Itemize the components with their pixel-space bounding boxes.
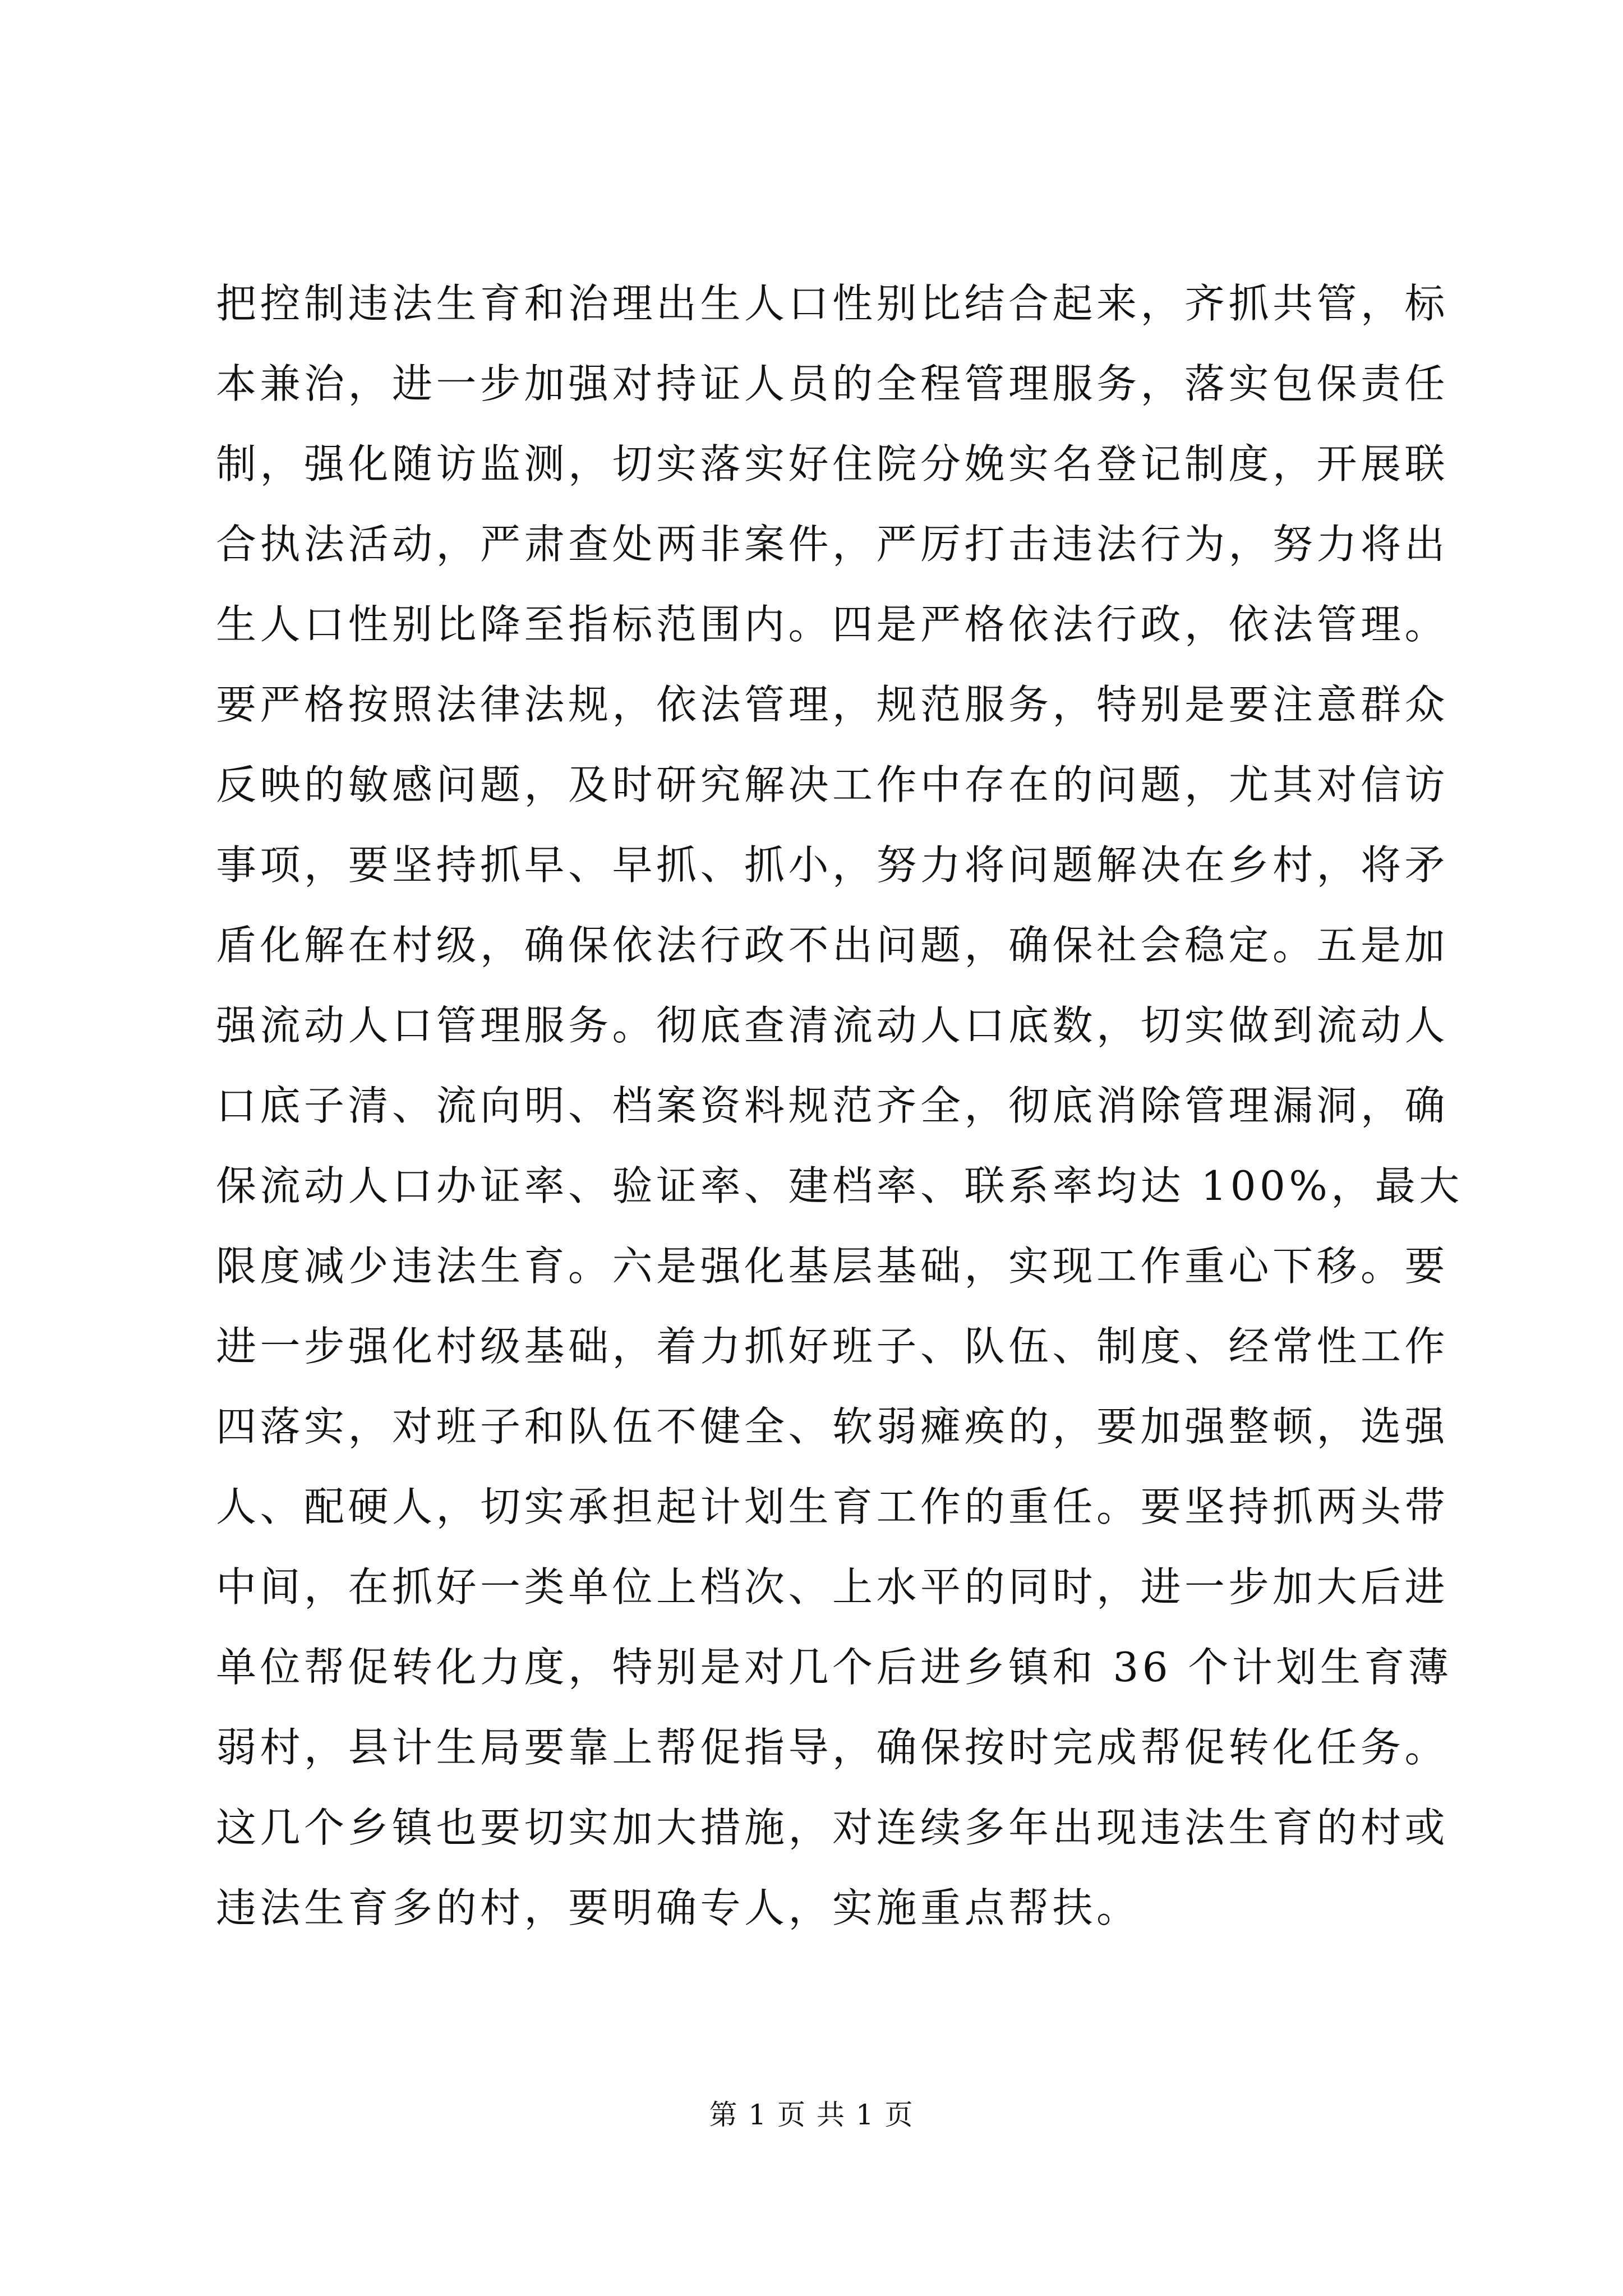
text-line: 生人口性别比降至指标范围内。四是严格依法行政，依法管理。 xyxy=(216,601,1449,648)
text-line: 保流动人口办证率、验证率、建档率、联系率均达 100%，最大 xyxy=(216,1162,1463,1209)
text-line: 盾化解在村级，确保依法行政不出问题，确保社会稳定。五是加 xyxy=(216,922,1449,969)
text-line: 本兼治，进一步加强对持证人员的全程管理服务，落实包保责任 xyxy=(216,360,1449,407)
text-line: 强流动人口管理服务。彻底查清流动人口底数，切实做到流动人 xyxy=(216,1002,1449,1049)
text-line: 制，强化随访监测，切实落实好住院分娩实名登记制度，开展联 xyxy=(216,440,1449,487)
text-line: 中间，在抓好一类单位上档次、上水平的同时，进一步加大后进 xyxy=(216,1563,1449,1611)
text-line: 违法生育多的村，要明确专人，实施重点帮扶。 xyxy=(216,1884,1141,1931)
text-line: 进一步强化村级基础，着力抓好班子、队伍、制度、经常性工作 xyxy=(216,1323,1449,1370)
text-line: 限度减少违法生育。六是强化基层基础，实现工作重心下移。要 xyxy=(216,1243,1449,1290)
text-line: 口底子清、流向明、档案资料规范齐全，彻底消除管理漏洞，确 xyxy=(216,1082,1449,1129)
text-line: 要严格按照法律法规，依法管理，规范服务，特别是要注意群众 xyxy=(216,681,1449,728)
page-footer: 第 1 页 共 1 页 xyxy=(709,2099,914,2131)
text-line: 弱村，县计生局要靠上帮促指导，确保按时完成帮促转化任务。 xyxy=(216,1724,1449,1771)
text-line: 人、配硬人，切实承担起计划生育工作的重任。要坚持抓两头带 xyxy=(216,1483,1449,1530)
text-line: 反映的敏感问题，及时研究解决工作中存在的问题，尤其对信访 xyxy=(216,761,1449,808)
text-line: 合执法活动，严肃查处两非案件，严厉打击违法行为，努力将出 xyxy=(216,521,1449,568)
body-text xyxy=(216,264,1463,1948)
text-line: 事项，要坚持抓早、早抓、抓小，努力将问题解决在乡村，将矛 xyxy=(216,841,1449,889)
text-line: 把控制违法生育和治理出生人口性别比结合起来，齐抓共管，标 xyxy=(216,280,1449,327)
text-line: 单位帮促转化力度，特别是对几个后进乡镇和 36 个计划生育薄 xyxy=(216,1644,1453,1691)
text-line: 四落实，对班子和队伍不健全、软弱瘫痪的，要加强整顿，选强 xyxy=(216,1403,1449,1450)
text-line: 这几个乡镇也要切实加大措施，对连续多年出现违法生育的村或 xyxy=(216,1804,1449,1851)
